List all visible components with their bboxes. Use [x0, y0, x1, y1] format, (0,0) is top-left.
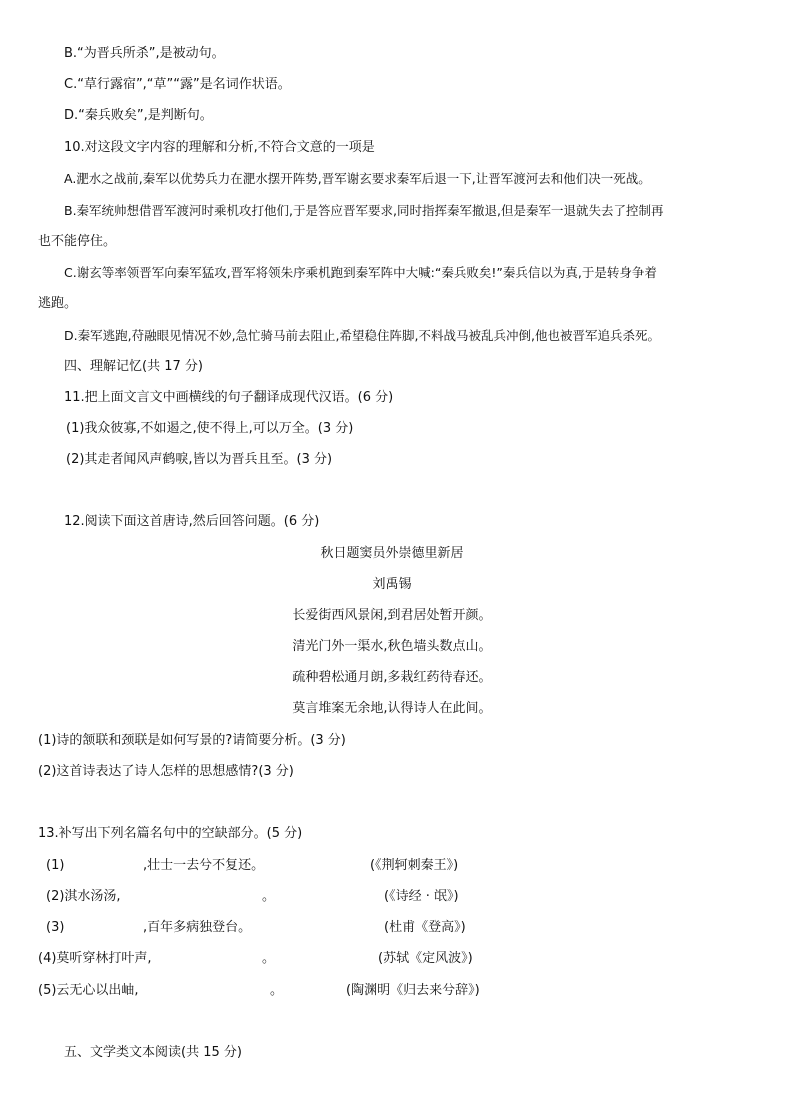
q11-sentence-2: (2)其走者闻风声鹤唳,皆以为晋兵且至。(3 分) — [66, 452, 333, 467]
q13-stem: 13.补写出下列名篇名句中的空缺部分。(5 分) — [38, 826, 303, 841]
poem-author: 刘禹锡 — [372, 577, 412, 592]
poem-line: 清光门外一渠水,秋色墙头数点山。 — [292, 639, 492, 654]
q9-option-b: B.“为晋兵所杀”,是被动句。 — [64, 46, 225, 61]
q12-subquestion-1: (1)诗的颔联和颈联是如何写景的?请简要分析。(3 分) — [38, 733, 346, 748]
poem-line: 莫言堆案无余地,认得诗人在此间。 — [292, 701, 492, 716]
q9-option-d: D.“秦兵败矣”,是判断句。 — [64, 108, 213, 123]
q13-item-5-text: 。 — [270, 983, 284, 998]
q13-item-5-prefix: (5)云无心以出岫, — [38, 983, 139, 998]
poem-line: 疏种碧松通月朗,多栽红药待春还。 — [292, 670, 492, 685]
q11-stem: 11.把上面文言文中画横线的句子翻译成现代汉语。(6 分) — [64, 390, 394, 405]
q10-option-b-line1: B.秦军统帅想借晋军渡河时乘机攻打他们,于是答应晋军要求,同时指挥秦军撤退,但是秦军一退就失去了控制再 — [64, 203, 664, 218]
section5-heading: 五、文学类文本阅读(共 15 分) — [64, 1045, 242, 1060]
q13-item-1-source: (《荆轲刺秦王》) — [370, 858, 459, 873]
q13-item-5-source: (陶渊明《归去来兮辞》) — [346, 983, 480, 998]
poem-title: 秋日题窦员外崇德里新居 — [320, 546, 464, 561]
q13-item-3-text: ,百年多病独登台。 — [143, 920, 252, 935]
q10-option-a: A.淝水之战前,秦军以优势兵力在淝水摆开阵势,晋军谢玄要求秦军后退一下,让晋军渡河去和他们决一死战。 — [64, 171, 651, 186]
q13-item-4-text: 。 — [262, 951, 276, 966]
q13-item-1-text: ,壮士一去兮不复还。 — [143, 858, 265, 873]
q13-item-3-prefix: (3) — [46, 920, 65, 935]
q12-subquestion-2: (2)这首诗表达了诗人怎样的思想感情?(3 分) — [38, 764, 294, 779]
q13-item-2-text: 。 — [262, 889, 276, 904]
q10-option-c-line2: 逃跑。 — [38, 296, 78, 311]
q10-option-b-line2: 也不能停住。 — [38, 234, 117, 249]
q13-item-2-source: (《诗经 · 氓》) — [384, 889, 459, 904]
q10-stem: 10.对这段文字内容的理解和分析,不符合文意的一项是 — [64, 140, 375, 155]
q13-item-4-prefix: (4)莫听穿林打叶声, — [38, 951, 152, 966]
q10-option-c-line1: C.谢玄等率领晋军向秦军猛攻,晋军将领朱序乘机跑到秦军阵中大喊:“秦兵败矣!”秦兵信以为真,于是转身争着 — [64, 265, 657, 280]
q13-item-1-prefix: (1) — [46, 858, 65, 873]
q11-sentence-1: (1)我众彼寡,不如遏之,使不得上,可以万全。(3 分) — [66, 421, 354, 436]
q10-option-d: D.秦军逃跑,苻融眼见情况不妙,急忙骑马前去阻止,希望稳住阵脚,不料战马被乱兵冲倒,他也被晋军追兵杀死。 — [64, 328, 660, 343]
q13-item-2-prefix: (2)淇水汤汤, — [46, 889, 121, 904]
section4-heading: 四、理解记忆(共 17 分) — [64, 359, 203, 374]
q13-item-3-source: (杜甫《登高》) — [384, 920, 466, 935]
q12-stem: 12.阅读下面这首唐诗,然后回答问题。(6 分) — [64, 514, 320, 529]
q9-option-c: C.“草行露宿”,“草”“露”是名词作状语。 — [64, 77, 291, 92]
poem-line: 长爱街西风景闲,到君居处暂开颜。 — [292, 608, 492, 623]
q13-item-4-source: (苏轼《定风波》) — [378, 951, 473, 966]
